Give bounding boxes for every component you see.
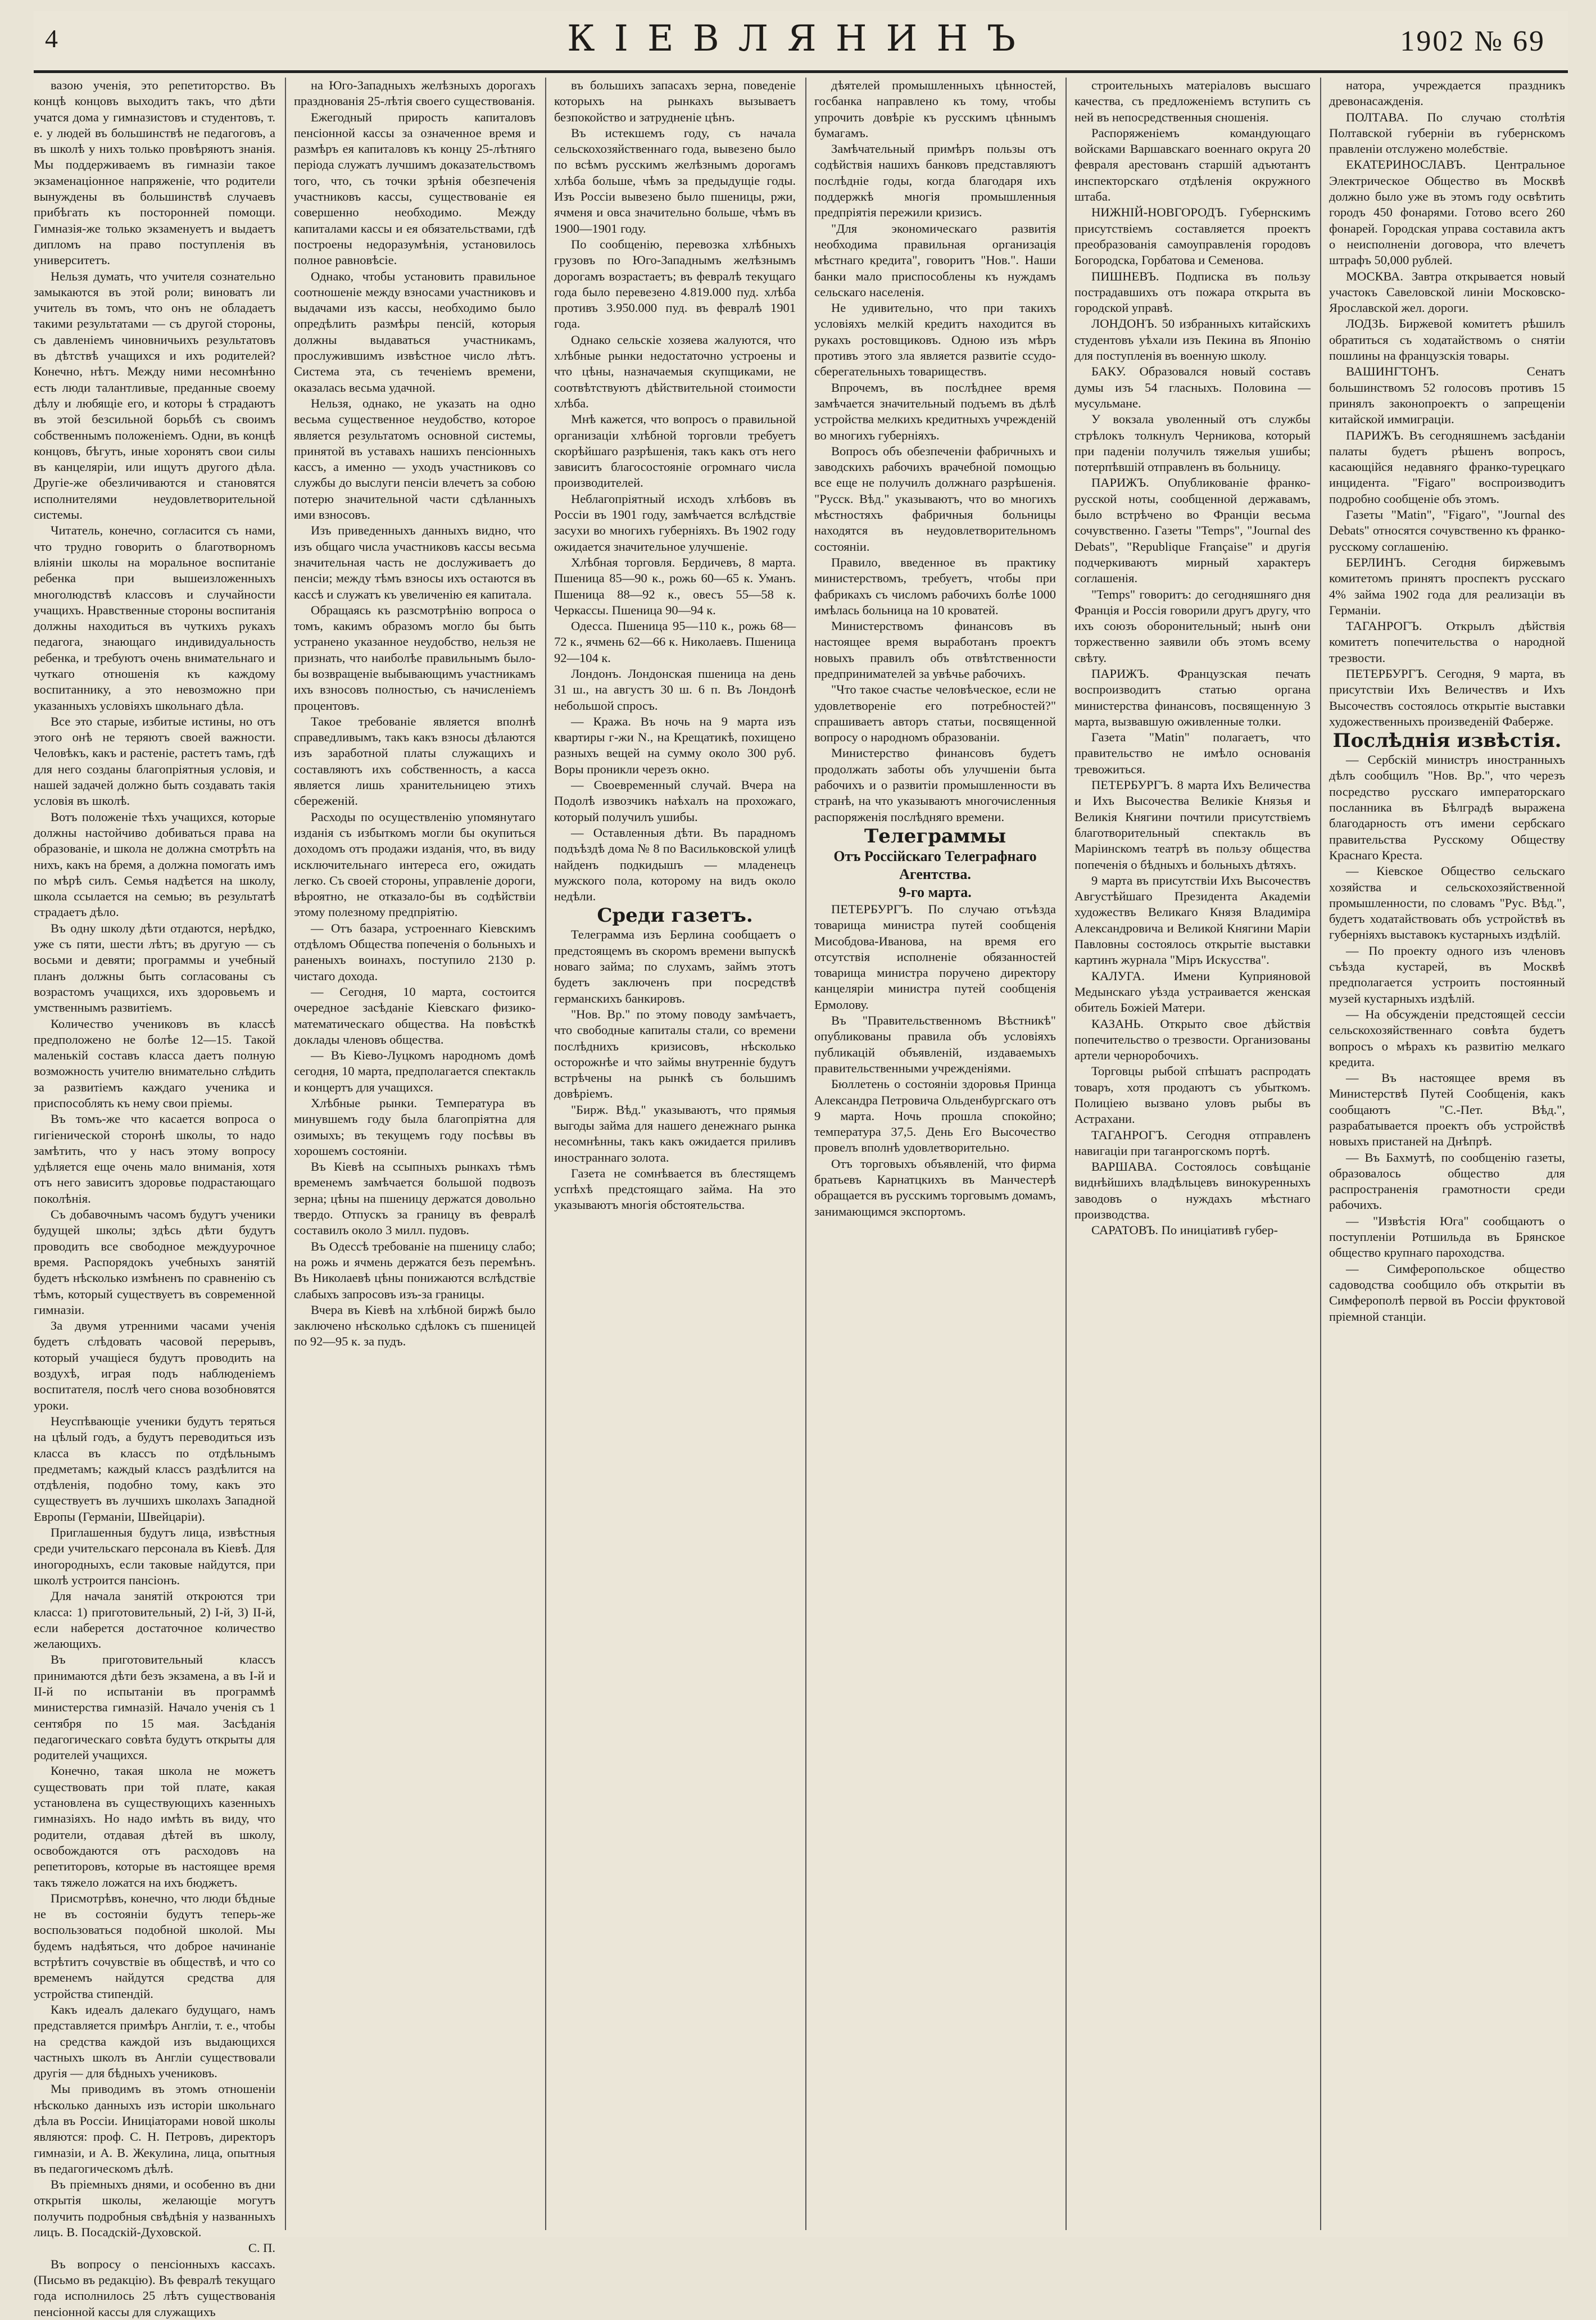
article-paragraph: Мнѣ кажется, что вопросъ о правильной организаціи хлѣбной торговли требуетъ скорѣйшаго разрѣшенія, такъ какъ отъ него зависитъ благосостояніе огромнаго числа производителей.	[554, 412, 796, 490]
article-paragraph: Телеграмма изъ Берлина сообщаетъ о предстоящемъ въ скоромъ времени выпускѣ новаго займа; по слухамъ, займъ этотъ будетъ заключенъ при посредствѣ германскихъ банкировъ.	[554, 927, 796, 1005]
article-paragraph: Министерствомъ финансовъ въ настоящее время выработанъ проектъ новыхъ правилъ объ отвѣтственности предпринимателей за увѣчье рабочихъ.	[814, 619, 1056, 681]
article-paragraph: Для начала занятій откроются три класса: 1) приготовительный, 2) I-й, 3) II-й, если наберется достаточное количество желающихъ.	[34, 1589, 275, 1651]
article-paragraph: дѣятелей промышленныхъ цѣнностей, госбанка направлено къ тому, чтобы упрочить довѣріе къ русскимъ цѣннымъ бумагамъ.	[814, 78, 1056, 140]
article-paragraph: — Сербскій министръ иностранныхъ дѣлъ сообщилъ "Нов. Вр.", что черезъ посредство русскаго императорскаго посланника въ Бѣлградѣ выражена благодарность отъ имени сербскаго правительства Русскому Обществу Краснаго Креста.	[1329, 753, 1565, 862]
article-paragraph: КАЗАНЬ. Открыто свое дѣйствія попечительство о трезвости. Организованы артели черноробочихъ.	[1074, 1016, 1311, 1063]
article-paragraph: — Въ настоящее время въ Министерствѣ Путей Сообщенія, какъ сообщаютъ "С.-Пет. Вѣд.", разрабатывается проектъ объ устройствѣ новыхъ пристаней на Днѣпрѣ.	[1329, 1071, 1565, 1149]
article-paragraph: "Бирж. Вѣд." указываютъ, что прямыя выгоды займа для нашего денежнаго рынка несомнѣнны, такъ какъ ожидается приливъ иностраннаго золота.	[554, 1102, 796, 1164]
article-paragraph: Распоряженіемъ командующаго войсками Варшавскаго военнаго округа 20 февраля арестованъ старшій адъютантъ инспекторскаго отдѣленія окружного штаба.	[1074, 125, 1311, 204]
article-paragraph: — Въ Бахмутѣ, по сообщенію газеты, образовалось общество для распространенія грамотности среди рабочихъ.	[1329, 1150, 1565, 1212]
masthead	[34, 11, 1568, 73]
article-paragraph: Неблагопріятный исходъ хлѣбовъ въ Россіи въ 1901 году, замѣчается вслѣдствіе засухи во многихъ губерніяхъ. Въ 1902 году ожидается значительное улучшеніе.	[554, 491, 796, 554]
article-paragraph: — Сегодня, 10 марта, состоится очередное засѣданіе Кіевскаго физико-математическаго общества. На повѣсткѣ доклады членовъ общества.	[294, 984, 536, 1046]
article-paragraph: — Кіевское Общество сельскаго хозяйства и сельскохозяйственной промышленности, по словамъ "Рус. Вѣд.", будетъ ходатайствовать объ устройствѣ въ губерніяхъ выставокъ кустарныхъ издѣлій.	[1329, 864, 1565, 942]
article-paragraph: Министерство финансовъ будетъ продолжать заботы объ улучшеніи быта рабочихъ и о развитіи промышленности въ странѣ, на что указываютъ многочисленныя распоряженія послѣдняго времени.	[814, 746, 1056, 824]
article-paragraph: НИЖНІЙ-НОВГОРОДЪ. Губернскимъ присутствіемъ составляется проектъ преобразованія самоуправленія городовъ Богородска, Горбатова и Семенова.	[1074, 205, 1311, 268]
article-paragraph: Изъ приведенныхъ данныхъ видно, что изъ общаго числа участниковъ кассы весьма значительная часть не дослуживаетъ до пенсіи; между тѣмъ взносы ихъ остаются въ кассѣ и служатъ къ увеличенію ея капитала.	[294, 523, 536, 601]
article-paragraph: Однако, чтобы установить правильное соотношеніе между взносами участниковъ и выдачами изъ кассы, необходимо было опредѣлить размѣры пенсій, которыя должны выдаваться участникамъ, прослужившимъ извѣстное число лѣтъ. Система эта, съ теченіемъ времени, оказалась весьма удачной.	[294, 269, 536, 395]
article-paragraph: Въ одну школу дѣти отдаются, нерѣдко, уже съ пяти, шести лѣтъ; въ другую — съ восьми и девяти; программы и учебный планъ должны быть согласованы съ возрастомъ учащихся, ихъ здоровьемъ и умственнымъ развитіемъ.	[34, 921, 275, 1015]
article-paragraph: — Кража. Въ ночь на 9 марта изъ квартиры г-жи N., на Крещатикѣ, похищено разныхъ вещей на сумму около 300 руб. Воры проникли черезъ окно.	[554, 714, 796, 776]
article-paragraph: Впрочемъ, въ послѣднее время замѣчается значительный подъемъ въ дѣлѣ устройства мелкихъ кредитныхъ учрежденій во многихъ губерніяхъ.	[814, 380, 1056, 442]
masthead-rule	[34, 70, 1568, 73]
column-6	[1329, 78, 1565, 2230]
article-paragraph: Обращаясь къ разсмотрѣнію вопроса о томъ, какимъ образомъ могло бы быть устранено указанное неудобство, нельзя не признать, что наиболѣе правильнымъ было-бы возвращеніе выбывающимъ участникамъ ихъ взносовъ полностью, съ начисленіемъ процентовъ.	[294, 602, 536, 713]
article-paragraph: ЕКАТЕРИНОСЛАВЪ. Центральное Электрическое Общество въ Москвѣ должно было уже въ этомъ году освѣтить городъ 450 фонарями. Готово всего 260 фонарей. Городская управа составила актъ о неисполненіи договора, что влечетъ штрафъ 50,000 рублей.	[1329, 157, 1565, 268]
article-paragraph: Съ добавочнымъ часомъ будутъ ученики будущей школы; здѣсь дѣти будутъ проводить все свободное междуурочное время. Распорядокъ учебныхъ занятій будетъ нѣсколько измѣненъ по сравненію съ тѣмъ, который существуетъ въ современной гимназіи.	[34, 1207, 275, 1317]
article-paragraph: Правило, введенное въ практику министерствомъ, требуетъ, чтобы при фабрикахъ съ числомъ рабочихъ болѣе 1000 имѣлась больница на 10 кроватей.	[814, 555, 1056, 617]
section-subheading: Отъ Россійскаго Телеграфнаго Агентства.	[833, 848, 1037, 882]
column-divider	[1320, 78, 1321, 2230]
article-paragraph: Въ истекшемъ году, съ начала сельскохозяйственнаго года, вывезено было по всѣмъ русскимъ желѣзнымъ дорогамъ хлѣба больше, чѣмъ за предыдущіе годы. Изъ Россіи вывезено было пшеницы, ржи, ячменя и овса значительно больше, чѣмъ въ 1900—1901 году.	[554, 125, 796, 235]
article-paragraph: Читатель, конечно, согласится съ нами, что трудно говорить о благотворномъ вліяніи школы на моральное воспитаніе ребенка при вышеизложенныхъ многолюдствѣ классовъ и случайности учащихъ. Нравственные стороны воспитанія должны находиться въ чуткихъ рукахъ педагога, знающаго индивидуальность ребенка, и требуютъ очень внимательнаго и чуткаго отношенія къ каждому воспитаннику, а это невозможно при указанныхъ условіяхъ школьнаго дѣла.	[34, 523, 275, 713]
article-paragraph: Неуспѣвающіе ученики будутъ теряться на цѣлый годъ, а будутъ переводиться изъ класса въ классъ по отдѣльнымъ предметамъ; каждый классъ раздѣлится на отдѣленія, подобно тому, какъ это существуетъ въ лучшихъ школахъ Западной Европы (Германіи, Швейцаріи).	[34, 1413, 275, 1524]
article-paragraph: Хлѣбная торговля. Бердичевъ, 8 марта. Пшеница 85—90 к., рожь 60—65 к. Уманъ. Пшеница 88—92 к., овесъ 55—58 к. Черкассы. Пшеница 90—94 к.	[554, 555, 796, 617]
newspaper-page	[34, 11, 1568, 2319]
article-paragraph: МОСКВА. Завтра открывается новый участокъ Савеловской линіи Московско-Ярославской жел. дороги.	[1329, 269, 1565, 315]
article-paragraph: въ большихъ запасахъ зерна, поведеніе которыхъ на рынкахъ вызываетъ безпокойство и затрудненіе цѣнъ.	[554, 78, 796, 124]
article-paragraph: ВАРШАВА. Состоялось совѣщаніе виднѣйшихъ владѣльцевъ винокуренныхъ заводовъ о нуждахъ мѣстнаго производства.	[1074, 1159, 1311, 1222]
article-paragraph: КАЛУГА. Имени Куприяновой Медынскаго уѣзда устраивается женская обитель Божіей Матери.	[1074, 968, 1311, 1015]
article-paragraph: САРАТОВЪ. По иниціативѣ губер-	[1091, 1223, 1278, 1238]
column-divider	[805, 78, 806, 2230]
article-paragraph: — "Извѣстія Юга" сообщаютъ о поступленіи Ротшильда въ Брянское общество крупнаго пароходства.	[1329, 1213, 1565, 1260]
article-paragraph: ТАГАНРОГЪ. Открылъ дѣйствія комитетъ попечительства о народной трезвости.	[1329, 619, 1565, 665]
article-paragraph: Нельзя думать, что учителя сознательно замыкаются въ этой роли; виноватъ ли учитель въ томъ, что онъ не обладаетъ такими результатами — съ другой стороны, съ давленіемъ чиновничьихъ результатовъ въ дѣтствѣ учащихся и ихъ родителей? Конечно, нѣтъ. Между ними несомнѣнно есть люди талантливые, преданные своему дѣлу и любящіе его, и которы ѣ страдаютъ въ этой безсильной борьбѣ съ своимъ собственнымъ положеніемъ. Одни, въ концѣ концовъ, бѣгутъ, иные хоронятъ свои силы въ канцеляріи, или ищутъ другого дѣла. Другіе-же обезличиваются и становятся исполнителями неудовлетворительной системы.	[34, 269, 275, 522]
newspaper-title: КІЕВЛЯНИНЪ	[567, 18, 1035, 60]
column-3	[554, 78, 796, 2230]
page-number: 4	[45, 24, 58, 53]
section-subheading: 9-го марта.	[899, 883, 972, 900]
article-paragraph: Хлѣбные рынки. Температура въ минувшемъ году была благопріятна для озимыхъ; въ текущемъ году посѣвы въ хорошемъ состояніи.	[294, 1096, 536, 1158]
article-paragraph: ПАРИЖЪ. Опубликованіе франко-русской ноты, сообщенной державамъ, было встрѣчено во Франціи весьма сочувственно. Газеты "Temps", "Journal des Debats", "Republique Française" и другія подчеркиваютъ мирный характеръ соглашенія.	[1074, 475, 1311, 586]
column-1	[34, 78, 275, 2319]
column-2	[294, 78, 536, 2230]
article-paragraph: — Въ Кіево-Луцкомъ народномъ домѣ сегодня, 10 марта, предполагается спектакль и концертъ для учащихся.	[294, 1048, 536, 1094]
article-paragraph: "Нов. Вр." по этому поводу замѣчаетъ, что свободные капиталы стали, со времени послѣднихъ кризисовъ, нѣсколько осторожнѣе и что займы внутренніе будутъ встрѣчены на рынкѣ съ большимъ довѣріемъ.	[554, 1007, 796, 1101]
article-paragraph: Лондонъ. Лондонская пшеница на день 31 ш., на августъ 30 ш. 6 п. Въ Лондонѣ небольшой спросъ.	[554, 666, 796, 713]
article-paragraph: Мы приводимъ въ этомъ отношеніи нѣсколько данныхъ изъ исторіи школьнаго дѣла въ Россіи. Иниціаторами новой школы являются: проф. С. Н. Петровъ, директоръ гимназіи, и А. В. Жекулина, лица, опытныя въ педагогическомъ дѣлѣ.	[34, 2082, 275, 2176]
article-paragraph: БАКУ. Образовался новый составъ думы изъ 54 гласныхъ. Половина — мусульмане.	[1074, 364, 1311, 410]
article-paragraph: За двумя утренними часами ученія будетъ слѣдовать часовой перерывъ, который учащіеся будутъ проводить на воздухѣ, играя подъ наблюденіемъ воспитателя, послѣ чего снова возобновятся уроки.	[34, 1318, 275, 1412]
article-paragraph: ПОЛТАВА. По случаю столѣтія Полтавской губерніи въ губернскомъ правленіи отслужено молебствіе.	[1329, 110, 1565, 156]
article-signoff: С. П.	[248, 2241, 275, 2255]
article-paragraph: ПЕТЕРБУРГЪ. 8 марта Ихъ Величества и Ихъ Высочества Великіе Князья и Великія Княгини почтили присутствіемъ благотворительный спектакль въ Маріинскомъ театрѣ въ пользу общества попеченія о бѣдныхъ и больныхъ дѣтяхъ.	[1074, 778, 1311, 872]
article-paragraph: ТАГАНРОГЪ. Сегодня отправленъ навигаціи при таганрогскомъ портѣ.	[1074, 1127, 1311, 1158]
article-paragraph: Газеты "Matin", "Figaro", "Journal des Debats" относятся сочувственно къ франко-русскому соглашенію.	[1329, 508, 1565, 554]
article-paragraph: ЛОДЗЬ. Биржевой комитетъ рѣшилъ обратиться съ ходатайствомъ о снятіи пошлины на французскія товары.	[1329, 316, 1565, 363]
article-paragraph: Какъ идеалъ далекаго будущаго, намъ представляется примѣръ Англіи, т. е., чтобы на средства каждой изъ выдающихся частныхъ школъ въ Англіи существовали другія — для бѣдныхъ учениковъ.	[34, 2002, 275, 2081]
article-paragraph: Въ Кіевѣ на ссыпныхъ рынкахъ тѣмъ временемъ замѣчается большой подвозъ зерна; цѣны на пшеницу держатся довольно твердо. Отпускъ за границу въ февралѣ составилъ около 3 милл. пудовъ.	[294, 1159, 536, 1238]
article-paragraph: ВАШИНГТОНЪ. Сенатъ большинствомъ 52 голосовъ противъ 15 принялъ законопроектъ о запрещеніи китайской иммиграціи.	[1329, 364, 1565, 427]
article-paragraph: "Temps" говоритъ: до сегодняшняго дня Франція и Россія говорили другъ другу, что ихъ союзъ оборонительный; нынѣ они торжественно заявили объ этомъ всему свѣту.	[1074, 587, 1311, 665]
column-divider	[545, 78, 546, 2230]
article-paragraph: Вчера въ Кіевѣ на хлѣбной биржѣ было заключено нѣсколько сдѣлокъ съ пшеницей по 92—95 к. за пудъ.	[294, 1302, 536, 1349]
article-paragraph: Ежегодный прирость капиталовъ пенсіонной кассы за означенное время и размѣръ ея капиталовъ къ концу 25-лѣтняго періода служатъ лучшимъ доказательствомъ того, что, съ точки зрѣнія обезпеченія участниковъ кассы, существованіе ея совершенно необходимо. Между капиталами кассы и ея обязательствами, гдѣ построены недоразумѣнія, установилось полное равновѣсіе.	[294, 110, 536, 268]
article-paragraph: Газета не сомнѣвается въ блестящемъ успѣхѣ предстоящаго займа. На это указываютъ многія обстоятельства.	[554, 1166, 796, 1212]
article-paragraph: — По проекту одного изъ членовъ съѣзда кустарей, въ Москвѣ предполагается устроить постоянный музей кустарныхъ издѣлій.	[1329, 943, 1565, 1005]
section-heading: Послѣднія извѣстія.	[1332, 729, 1562, 753]
article-paragraph: Отъ торговыхъ объявленій, что фирма братьевъ Карнатцкихъ въ Манчестерѣ обращается въ русскимъ торговымъ домамъ, занимающимся экспортомъ.	[814, 1156, 1056, 1218]
article-paragraph: ПАРИЖЪ. Въ сегодняшнемъ засѣданіи палаты будетъ рѣшенъ вопросъ, касающійся недавняго франко-турецкаго инцидента. "Figaro" воспроизводитъ подробно сообщеніе объ этомъ.	[1329, 428, 1565, 506]
article-paragraph: Въ "Правительственномъ Вѣстникѣ" опубликованы правила объ условіяхъ публикацій объявленій, издаваемыхъ правительственными учрежденіями.	[814, 1013, 1056, 1075]
article-paragraph: Расходы по осуществленію упомянутаго изданія съ избыткомъ могли бы окупиться доходомъ отъ продажи изданія, что, въ виду исключительнаго интереса его, ожидать легко. Съ своей стороны, управленіе дороги, вѣроятно, не отказало-бы въ содѣйствіи этому полезному предпріятію.	[294, 809, 536, 919]
article-paragraph: ПЕТЕРБУРГЪ. По случаю отъѣзда товарища министра путей сообщенія Мисобдова-Иванова, на время его отсутствія исполненіе обязанностей товарища министра поручено директору канцеляріи министра путей сообщенія Ермолову.	[814, 901, 1056, 1012]
article-paragraph: Конечно, такая школа не можетъ существовать при той плате, какая установлена въ существующихъ казенныхъ гимназіяхъ. Но надо имѣть въ виду, что родители, отдавая дѣтей въ школу, освобождаются отъ расходовъ на репетиторовъ, которые въ настоящее время такъ тяжело ложатся на ихъ бюджетъ.	[34, 1764, 275, 1889]
article-paragraph: Не удивительно, что при такихъ условіяхъ мелкій кредитъ находится въ рукахъ ростовщиковъ. Одною изъ мѣръ противъ этого зла является развитіе ссудо-сберегательныхъ товариществъ.	[814, 301, 1056, 379]
article-paragraph: "Для экономическаго развитія необходима правильная организація мѣстнаго кредита", говоритъ "Нов.". Наши банки мало приспособлены къ нуждамъ сельскаго населенія.	[814, 221, 1056, 299]
article-paragraph: ЛОНДОНЪ. 50 избранныхъ китайскихъ студентовъ уѣхали изъ Пекина въ Японію для поступленія въ военную школу.	[1074, 316, 1311, 363]
article-paragraph: ПИШНЕВЪ. Подписка въ пользу пострадавшихъ отъ пожара открыта въ городской управѣ.	[1074, 269, 1311, 315]
article-paragraph: — Оставленныя дѣти. Въ парадномъ подъѣздѣ дома № 8 по Васильковской улицѣ найденъ подкидышъ — младенецъ мужского пола, которому на видъ около недѣли.	[554, 825, 796, 904]
article-paragraph: 9 марта въ присутствіи Ихъ Высочествъ Августѣйшаго Президента Академіи художествъ Великаго Князя Владиміра Александровича и Великой Княгини Маріи Павловны состоялось открытіе выставки картинъ журнала "Міръ Искусства".	[1074, 873, 1311, 967]
issue-number: 1902 № 69	[1400, 25, 1545, 57]
article-paragraph: Въ вопросу о пенсіонныхъ кассахъ. (Письмо въ редакцію). Въ февралѣ текущаго года исполнилось 25 лѣтъ существованія пенсіонной кассы для служащихъ	[34, 2256, 275, 2319]
article-paragraph: Торговцы рыбой спѣшатъ распродать товаръ, хотя продаютъ съ убыткомъ. Полиціею вызвано уловъ рыбы въ Астрахани.	[1074, 1064, 1311, 1126]
article-paragraph: натора, учреждается праздникъ древонасажденія.	[1329, 78, 1565, 108]
article-paragraph: "Что такое счастье человѣческое, если не удовлетвореніе его потребностей?" спрашиваетъ авторъ статьи, посвященной вопросу о народномъ образованіи.	[814, 682, 1056, 745]
article-paragraph: Присмотрѣвъ, конечно, что люди бѣдные не въ состояніи будутъ теперь-же воспользоваться подобной школой. Мы будемъ надѣяться, что доброе начинаніе встрѣтитъ сочувствіе въ обществѣ, и что со временемъ найдутся средства для устройства стипендій.	[34, 1891, 275, 2001]
article-paragraph: вазою ученія, это репетиторство. Въ концѣ концовъ выходитъ такъ, что дѣти учатся дома у гимназистовъ и студентовъ, т. е. у людей въ большинствѣ не педагоговъ, а въ школѣ у нихъ только провѣряютъ знанія. Мы поддерживаемъ въ гимназіи такое экзаменаціонное напряженіе, что родители вынуждены въ большинствѣ случаевъ прибѣгать къ посторонней помощи. Гимназія-же только экзаменуетъ и выдаетъ дипломъ на право поступленія въ университетъ.	[34, 78, 275, 268]
article-paragraph: Въ томъ-же что касается вопроса о гигіенической сторонѣ школы, то надо замѣтить, что у насъ этому вопросу удѣляется еще очень мало вниманія, хотя отъ него зависитъ здоровье подрастающаго поколѣнія.	[34, 1112, 275, 1206]
article-paragraph: — На обсужденіи предстоящей сессіи сельскохозяйственнаго совѣта будетъ вопросъ о мѣрахъ къ развитію мелкаго кредита.	[1329, 1007, 1565, 1069]
article-paragraph: Нельзя, однако, не указать на одно весьма существенное неудобство, которое является результатомъ основной системы, принятой въ уставахъ нашихъ пенсіонныхъ кассъ, а именно — уходъ участниковъ со службы до выслуги пенсіи влечетъ за собою потерю значительной части сдѣланныхъ ими взносовъ.	[294, 396, 536, 522]
article-paragraph: Вотъ положеніе тѣхъ учащихся, которые должны настойчиво добиваться права на образованіе, и школа не должна смотрѣть на нихъ, какъ на бремя, а должна помогать имъ по мѣрѣ силъ. Семья надѣется на школу, школа ссылается на семью; въ результатѣ страдаетъ дѣло.	[34, 809, 275, 919]
article-paragraph: Однако сельскіе хозяева жалуются, что хлѣбные рынки недостаточно устроены и что цѣны, назначаемыя скупщиками, не соотвѣтствуютъ дѣйствительной стоимости хлѣба.	[554, 332, 796, 410]
article-paragraph: ПЕТЕРБУРГЪ. Сегодня, 9 марта, въ присутствіи Ихъ Величествъ и Ихъ Высочествъ состоялось открытіе выставки художественныхъ произведеній Фаберже.	[1329, 666, 1565, 728]
article-paragraph: У вокзала уволенный отъ службы стрѣлокъ толкнулъ Черникова, который при паденіи получилъ тяжелыя ушибы; потерпѣвшій отправленъ въ больницу.	[1074, 412, 1311, 474]
article-paragraph: Газета "Matin" полагаетъ, что правительство не имѣло основанія тревожиться.	[1074, 730, 1311, 776]
article-paragraph: БЕРЛИНЪ. Сегодня биржевымъ комитетомъ принятъ проспектъ русскаго 4% займа 1902 года для реализаціи въ Германіи.	[1329, 555, 1565, 617]
article-paragraph: Вопросъ объ обезпеченіи фабричныхъ и заводскихъ рабочихъ врачебной помощью все еще не получилъ должнаго разрѣшенія. "Русск. Вѣд." указываютъ, что во многихъ мѣстностяхъ фабричныя больницы находятся въ неудовлетворительномъ состояніи.	[814, 443, 1056, 554]
article-paragraph: — Симферопольское общество садоводства сообщило объ открытіи въ Симферополѣ первой въ Россіи фруктовой пріемной станціи.	[1329, 1261, 1565, 1324]
article-paragraph: строительныхъ матеріаловъ высшаго качества, съ предложеніемъ вступить съ ней въ непосредственныя сношенія.	[1074, 78, 1311, 124]
article-paragraph: Въ пріемныхъ днями, и особенно въ дни открытія школы, желающіе могутъ получить подробныя свѣдѣнія у названныхъ лицъ. В. Посадскій-Духовской.	[34, 2177, 275, 2240]
article-paragraph: Количество учениковъ въ классѣ предположено не болѣе 12—15. Такой маленькій составъ класса даетъ полную возможность учителю внимательно слѣдить за развитіемъ каждаго ученика и приспособлять къ нему свои пріемы.	[34, 1016, 275, 1110]
section-heading: Среди газетъ.	[597, 904, 753, 927]
article-paragraph: — Отъ базара, устроеннаго Кіевскимъ отдѣломъ Общества попеченія о больныхъ и раненыхъ воинахъ, поступило 2130 р. чистаго дохода.	[294, 921, 536, 983]
article-paragraph: — Своевременный случай. Вчера на Подолѣ извозчикъ наѣхалъ на прохожаго, который получилъ ушибы.	[554, 778, 796, 824]
column-4	[814, 78, 1056, 2230]
article-paragraph: Все это старые, избитые истины, но отъ этого онѣ не теряютъ своей важности. Человѣкъ, какъ и растеніе, растетъ тамъ, гдѣ для него созданы благопріятныя условія, и нашей задачей должно быть создавать такія условія въ школѣ.	[34, 714, 275, 808]
column-5	[1074, 78, 1311, 2230]
article-columns	[34, 78, 1568, 2319]
column-divider	[1065, 78, 1067, 2230]
article-paragraph: Такое требованіе является вполнѣ справедливымъ, такъ какъ взносы дѣлаются изъ заработной платы служащихъ и составляютъ ихъ собственность, а касса является лишь хранительницею этихъ сбереженій.	[294, 714, 536, 808]
article-paragraph: Въ приготовительный классъ принимаются дѣти безъ экзамена, а въ I-й и II-й по испытаніи въ программѣ министерства гимназій. Начало ученія съ 1 сентября по 15 мая. Засѣданія педагогическаго совѣта будутъ открыты для родителей учащихся.	[34, 1652, 275, 1762]
article-paragraph: Бюллетень о состояніи здоровья Принца Александра Петровича Ольденбургскаго отъ 9 марта. Ночь прошла спокойно; температура 37,5. День Его Высочество провелъ вполнѣ удовлетворительно.	[814, 1077, 1056, 1155]
article-paragraph: Одесса. Пшеница 95—110 к., рожь 68—72 к., ячмень 62—66 к. Николаевъ. Пшеница 92—104 к.	[554, 619, 796, 665]
article-paragraph: на Юго-Западныхъ желѣзныхъ дорогахъ празднованія 25-лѣтія своего существованія.	[294, 78, 536, 108]
article-paragraph: Въ Одессѣ требованіе на пшеницу слабо; на рожь и ячмень держатся безъ перемѣнъ. Въ Николаевѣ цѣны понижаются вслѣдствіе слабыхъ запросовъ изъ-за границы.	[294, 1239, 536, 1301]
article-paragraph: ПАРИЖЪ. Французская печать воспроизводитъ статью органа министерства финансовъ, посвященную 3 марта, вызвавшую оживленные толки.	[1074, 666, 1311, 728]
column-divider	[285, 78, 286, 2230]
article-paragraph: Замѣчательный примѣръ пользы отъ содѣйствія нашихъ банковъ представляютъ послѣдніе годы, когда благодаря ихъ поддержкѣ многія промышленныя предпріятія пережили кризисъ.	[814, 142, 1056, 220]
article-paragraph: Приглашенныя будутъ лица, извѣстныя среди учительскаго персонала въ Кіевѣ. Для иногородныхъ, если таковые найдутся, при школѣ устроится пансіонъ.	[34, 1525, 275, 1587]
article-paragraph: По сообщенію, перевозка хлѣбныхъ грузовъ по Юго-Западнымъ желѣзнымъ дорогамъ возрастаетъ; въ февралѣ текущаго года было перевезено 4.819.000 пуд. хлѣба противъ 3.950.000 пуд. въ февралѣ 1901 года.	[554, 237, 796, 331]
section-heading: Телеграммы	[864, 824, 1006, 848]
